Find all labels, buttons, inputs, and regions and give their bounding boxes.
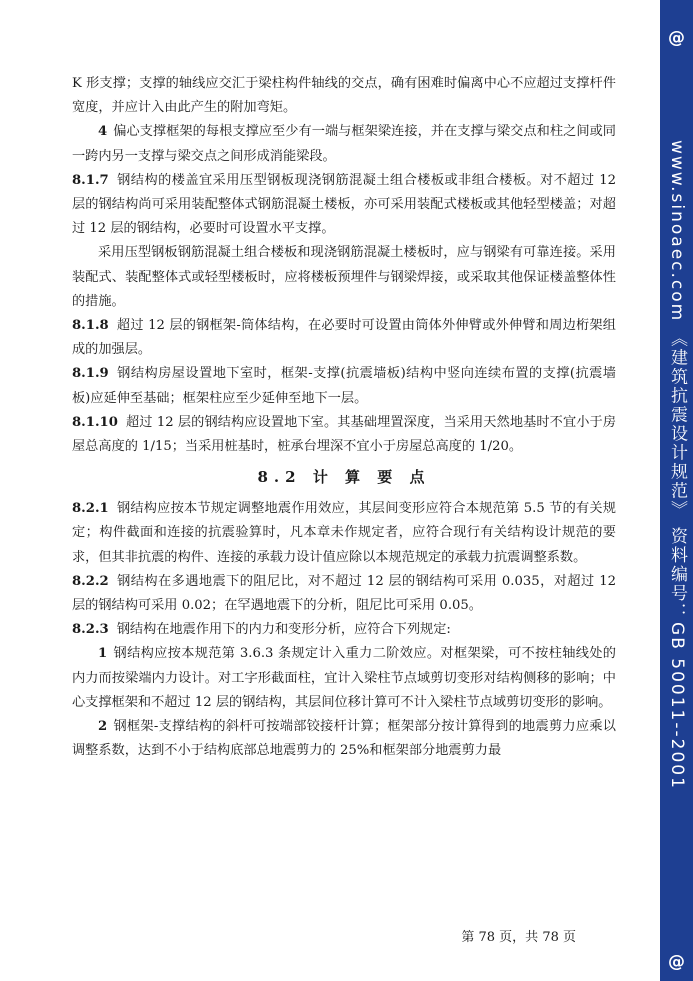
- item-1: 1 钢结构应按本规范第 3.6.3 条规定计入重力二阶效应。对框架梁，可不按柱轴线处的内力而按梁端内力设计。对工字形截面柱，宜计入梁柱节点域剪切变形对结构侧移的影响；中心支撑框架和不超过 12 层的钢结构，其层间位移计算可不计入梁柱节点域剪切变形的影响。: [72, 646, 616, 710]
- paragraph-indent: 采用压型钢板钢筋混凝土组合楼板和现浇钢筋混凝土楼板时，应与钢梁有可靠连接。采用装配式、装配整体式或轻型楼板时，应将楼板预埋件与钢梁焊接，或采取其他保证楼盖整体性的措施。: [72, 245, 616, 309]
- body-text: [72, 72, 616, 763]
- clause-8-1-10: 8.1.10 超过 12 层的钢结构应设置地下室。其基础埋置深度，当采用天然地基时不宜小于房屋总高度的 1/15；当采用桩基时，桩承台埋深不宜小于房屋总高度的 1/20。: [72, 414, 616, 455]
- item-2: 2 钢框架-支撑结构的斜杆可按端部铰接杆计算；框架部分按计算得到的地震剪力应乘以调整系数，达到不小于结构底部总地震剪力的 25%和框架部分地震剪力最: [72, 719, 616, 759]
- page-footer: 第 78 页，共 78 页: [461, 930, 576, 945]
- clause-8-1-7: 8.1.7 钢结构的楼盖宜采用压型钢板现浇钢筋混凝土组合楼板或非组合楼板。对不超过 12 层的钢结构尚可采用装配整体式钢筋混凝土楼板，亦可采用装配式楼板或其他轻型楼盖；对超过 12 层的钢结构，必要时可设置水平支撑。: [72, 172, 616, 237]
- clause-8-2-1: 8.2.1 钢结构应按本节规定调整地震作用效应，其层间变形应符合本规范第 5.5 节的有关规定；构件截面和连接的抗震验算时，凡本章未作规定者，应符合现行有关结构设计规范的要求，但其非抗震的构件、连接的承载力设计值应除以本规范规定的承载力抗震调整系数。: [72, 501, 616, 565]
- sidebar-text: www.sinoaec.com 《建筑抗震设计规范》 资料编号：GB 50011--2001: [667, 140, 687, 790]
- sidebar-banner: [660, 0, 693, 981]
- section-title: 8.2 计 算 要 点: [257, 468, 431, 487]
- at-icon-bottom: @: [668, 952, 685, 972]
- paragraph-0: K 形支撑；支撑的轴线应交汇于梁柱构件轴线的交点，确有困难时偏离中心不应超过支撑杆件宽度，并应计入由此产生的附加弯矩。: [72, 76, 616, 116]
- clause-8-1-9: 8.1.9 钢结构房屋设置地下室时，框架-支撑(抗震墙板)结构中竖向连续布置的支撑(抗震墙板)应延伸至基础；框架柱应至少延伸至地下一层。: [72, 366, 616, 406]
- clause-8-2-3: 8.2.3 钢结构在地震作用下的内力和变形分析，应符合下列规定:: [72, 622, 451, 638]
- item-4: 4 偏心支撑框架的每根支撑应至少有一端与框架梁连接，并在支撑与梁交点和柱之间或同一跨内另一支撑与梁交点之间形成消能梁段。: [72, 124, 616, 164]
- at-icon-top: @: [668, 28, 685, 48]
- clause-8-1-8: 8.1.8 超过 12 层的钢框架-筒体结构，在必要时可设置由筒体外伸臂或外伸臂和周边桁架组成的加强层。: [72, 318, 616, 358]
- clause-8-2-2: 8.2.2 钢结构在多遇地震下的阻尼比，对不超过 12 层的钢结构可采用 0.035，对超过 12 层的钢结构可采用 0.02；在罕遇地震下的分析，阻尼比可采用 0.05。: [72, 573, 616, 614]
